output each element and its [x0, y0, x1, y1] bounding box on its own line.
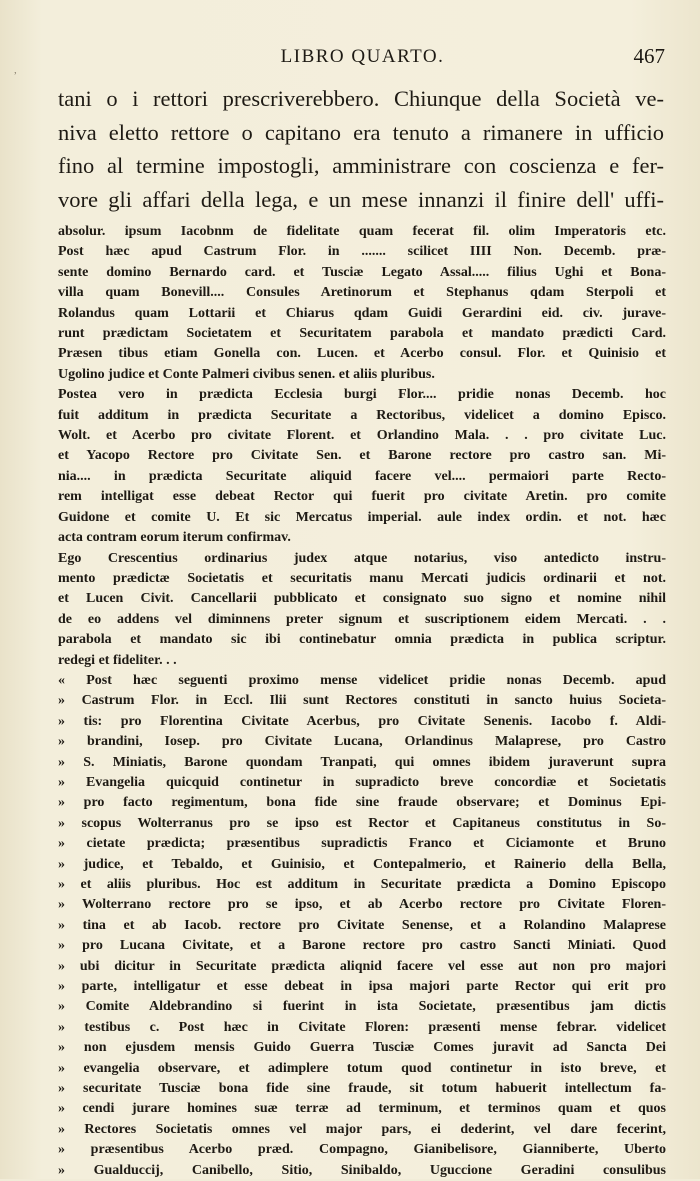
footnote-line: rem intelligat esse debeat Rector qui fuerit pro civitate Aretin. pro comite	[58, 489, 666, 505]
footnote-line: » tis: pro Florentina Civitate Acerbus, pro Civitate Senenis. Iacobo f. Aldi-	[58, 713, 666, 729]
footnote-line: et Yacopo Rectore pro Civitate Sen. et Barone rectore pro castro san. Mi-	[58, 448, 666, 464]
footnote-line: » ubi dicitur in Securitate prædicta aliqnid facere vel esse aut non pro majori	[58, 958, 666, 974]
footnote-line: de eo addens vel diminnens preter signum et suscriptionem eidem Mercati. . .	[58, 611, 666, 627]
footnote-line: » securitate Tusciæ bona fide sine fraude, sit totum habuerit intellectum fa-	[58, 1081, 666, 1097]
footnote-line: » testibus c. Post hæc in Civitate Floren: præsenti mense febrar. videlicet	[58, 1019, 666, 1035]
footnote-line: Guidone et comite U. Et sic Mercatus imperial. aule index ordin. et not. hæc	[58, 509, 666, 525]
footnote-line: » Rectores Societatis omnes vel major pars, ei dederint, vel dare fecerint,	[58, 1121, 666, 1137]
footnote-line: Post hæc apud Castrum Flor. in ....... scilicet IIII Non. Decemb. præ-	[58, 244, 666, 260]
footnote-line: absolur. ipsum Iacobnm de fidelitate quam fecerat fil. olim Imperatoris etc.	[58, 224, 666, 239]
main-text-line: fino al termine impostogli, amministrare con coscienza e fer-	[58, 153, 664, 178]
footnote-line: Postea vero in prædicta Ecclesia burgi Flor.... pridie nonas Decemb. hoc	[58, 387, 666, 403]
page-number: 467	[633, 44, 665, 68]
footnote-line: fuit additum in prædicta Securitate a Rectoribus, videlicet a domino Episco.	[58, 407, 666, 423]
main-text-line: tani o i rettori prescriverebbero. Chiunque della Società ve-	[58, 86, 664, 111]
footnote-line: parabola et mandato sic ibi continebatur omnia prædicta in publica scriptur.	[58, 632, 666, 648]
main-text-line: niva eletto rettore o capitano era tenuto a rimanere in ufficio	[58, 119, 664, 145]
footnote-line: » præsentibus Acerbo præd. Compagno, Gianibelisore, Gianniberte, Uberto	[58, 1142, 666, 1158]
footnote-line: sente domino Bernardo card. et Tusciæ Legato Assal..... filius Ughi et Bona-	[58, 264, 666, 280]
footnote-line: nia.... in prædicta Securitate aliquid facere vel.... permaiori parte Recto-	[58, 468, 666, 484]
footnote-line: Præsen tibus etiam Gonella con. Lucen. et Acerbo consul. Flor. et Quinisio et	[58, 346, 666, 362]
footnote-line: et Lucen Civit. Cancellarii pubblicato et consignato suo signo et nomine nihil	[58, 591, 666, 607]
footnote-line: » evangelia observare, et adimplere totum quod continetur in isto breve, et	[58, 1060, 666, 1076]
main-text	[58, 82, 664, 216]
footnote-line: redegi et fideliter. . .	[58, 652, 177, 668]
footnote-line: » pro Lucana Civitate, et a Barone rectore pro castro Sancti Miniati. Quod	[58, 938, 666, 954]
footnote-line: » Comite Aldebrandino si fuerint in ista Societate, præsentibus jam dictis	[58, 999, 666, 1015]
footnote-line: » non ejusdem mensis Guido Guerra Tusciæ Comes juravit ad Sancta Dei	[58, 1040, 666, 1056]
footnote-line: Ego Crescentius ordinarius judex atque notarius, viso antedicto instru-	[58, 550, 666, 566]
footnote-line: villa quam Bonevill.... Consules Aretinorum et Stephanus qdam Sterpoli et	[58, 285, 666, 301]
footnote-line: » tina et ab Iacob. rectore pro Civitate Senense, et a Rolandino Malaprese	[58, 917, 666, 933]
footnote-line: Ugolino judice et Conte Palmeri civibus senen. et aliis pluribus.	[58, 366, 435, 382]
footnote-block	[58, 222, 666, 1181]
margin-mark: ,	[14, 64, 17, 76]
footnote-line: » brandini, Iosep. pro Civitate Lucana, Orlandinus Malaprese, pro Castro	[58, 734, 666, 750]
footnote-line: » cietate prædicta; præsentibus supradictis Franco et Ciciamonte et Bruno	[58, 836, 666, 852]
footnote-line: » cendi jurare homines suæ terræ ad terminum, et terminos quam et quos	[58, 1101, 666, 1117]
footnote-line: » S. Miniatis, Barone quondam Tranpati, qui omnes ibidem juraverunt supra	[58, 754, 666, 770]
footnote-line: » scopus Wolterranus pro se ipso est Rector et Capitaneus constitutus in So-	[58, 815, 666, 831]
footnote-line: » Gualduccij, Canibello, Sitio, Sinibaldo, Uguccione Geradini consulibus	[58, 1162, 666, 1178]
footnote-line: » parte, intelligatur et esse debeat in ipsa majori parte Rector qui erit pro	[58, 979, 666, 995]
footnote-line: Rolandus quam Lottarii et Chiarus qdam Guidi Gerardini eid. civ. jurave-	[58, 305, 666, 321]
footnote-line: » Evangelia quicquid continetur in supradicto breve concordiæ et Societatis	[58, 774, 666, 790]
footnote-line: Wolt. et Acerbo pro civitate Florent. et Orlandino Mala. . . pro civitate Luc.	[58, 428, 666, 444]
footnote-line: » Castrum Flor. in Eccl. Ilii sunt Rectores constituti in sancto huius Societa-	[58, 693, 666, 709]
footnote-line: mento prædictæ Societatis et securitatis manu Mercati judicis ordinarii et not.	[58, 570, 666, 586]
footnote-line: » Wolterrano rectore pro se ipso, et ab Acerbo rectore pro Civitate Floren-	[58, 897, 666, 913]
footnote-line: acta contram eorum iterum confirmav.	[58, 530, 291, 546]
footnote-line: » et aliis pluribus. Hoc est additum in Securitate prædicta a Domino Episcopo	[58, 877, 666, 892]
running-title: LIBRO QUARTO.	[280, 46, 445, 67]
footnote-line: » pro facto regimentum, bona fide sine fraude observare; et Dominus Epi-	[58, 795, 666, 811]
page-header	[60, 44, 665, 72]
main-text-line: vore gli affari della lega, e un mese innanzi il finire dell' uffi-	[58, 186, 664, 212]
footnote-line: « Post hæc seguenti proximo mense videlicet pridie nonas Decemb. apud	[58, 672, 666, 688]
footnote-line: » judice, et Tebaldo, et Guinisio, et Contepalmerio, et Rainerio della Bella,	[58, 856, 666, 872]
footnote-line: runt prædictam Societatem et Securitatem parabola et mandato prædicti Card.	[58, 326, 666, 342]
